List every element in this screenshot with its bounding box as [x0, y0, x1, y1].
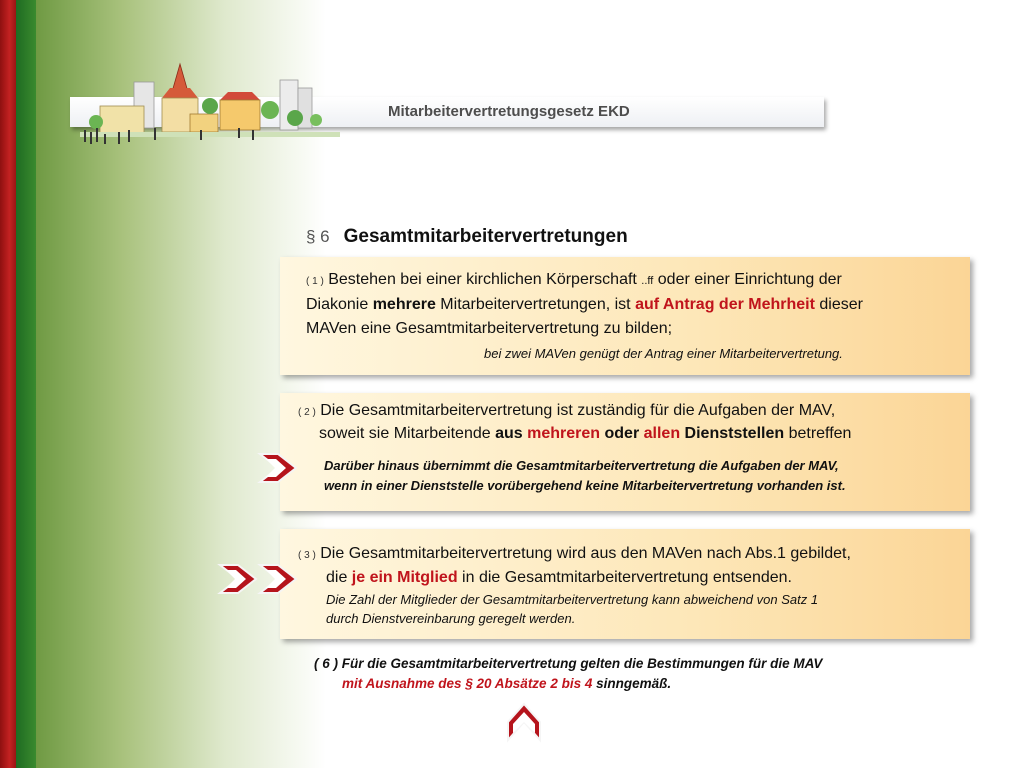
box2-line1: ( 2 ) Die Gesamtmitarbeitervertretung ist zuständig für die Aufgaben der MAV, [298, 402, 836, 419]
chevron-up-icon[interactable] [506, 700, 542, 744]
footer-line2: mit Ausnahme des § 20 Absätze 2 bis 4 sinngemäß. [342, 676, 672, 691]
chevron-right-icon[interactable] [256, 452, 300, 484]
village-illustration [70, 58, 350, 153]
box1-line3: MAVen eine Gesamtmitarbeitervertretung zu bilden; [306, 320, 673, 337]
box2-number: ( 2 ) [298, 407, 316, 418]
box2-note-line1: Darüber hinaus übernimmt die Gesamtmitarbeitervertretung die Aufgaben der MAV, [324, 458, 839, 473]
box3-note-line2: durch Dienstvereinbarung geregelt werden. [326, 611, 576, 626]
box3-number: ( 3 ) [298, 550, 316, 561]
chevron-right-icon[interactable] [256, 563, 300, 595]
box3-note-line1: Die Zahl der Mitglieder der Gesamtmitarbeitervertretung kann abweichend von Satz 1 [326, 592, 819, 607]
paragraph-number: § 6 [306, 227, 330, 246]
box1-number: ( 1 ) [306, 276, 324, 287]
box3-line1: ( 3 ) Die Gesamtmitarbeitervertretung wird aus den MAVen nach Abs.1 gebildet, [298, 545, 851, 562]
side-stripe-green [16, 0, 36, 768]
footer-line1: ( 6 ) Für die Gesamtmitarbeitervertretung gelten die Bestimmungen für die MAV [314, 656, 823, 671]
box1-note: bei zwei MAVen genügt der Antrag einer Mitarbeitervertretung. [484, 346, 843, 361]
chevron-right-icon[interactable] [216, 563, 260, 595]
section-heading: Gesamtmitarbeitervertretungen [343, 226, 628, 247]
box1-line2: Diakonie mehrere Mitarbeitervertretungen, ist auf Antrag der Mehrheit dieser [306, 296, 863, 313]
section-title [306, 226, 628, 248]
box2-line2: soweit sie Mitarbeitende aus mehreren oder allen Dienststellen betreffen [319, 425, 852, 442]
side-stripe-red [0, 0, 16, 768]
box1-line1: ( 1 ) Bestehen bei einer kirchlichen Körperschaft ..ff oder einer Einrichtung der [306, 271, 842, 288]
header-title: Mitarbeitervertretungsgesetz EKD [388, 103, 630, 120]
box3-line2: die je ein Mitglied in die Gesamtmitarbeitervertretung entsenden. [326, 569, 792, 586]
box2-note-line2: wenn in einer Dienststelle vorübergehend keine Mitarbeitervertretung vorhanden ist. [324, 478, 846, 493]
